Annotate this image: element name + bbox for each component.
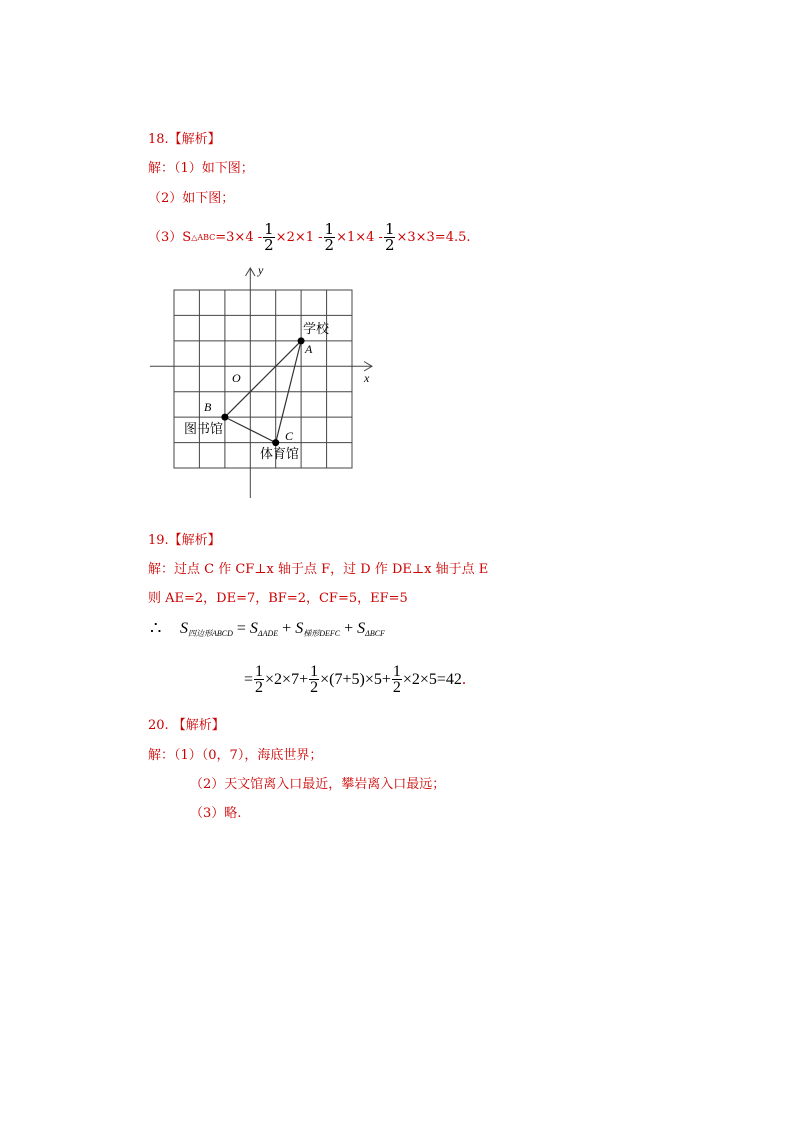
y-axis-label: y xyxy=(258,263,264,277)
q20-line1: 解：（1）（0，7），海底世界； xyxy=(148,748,323,763)
q19-title: 19.【解析】 xyxy=(148,533,221,548)
library-label: 图书馆 xyxy=(184,421,224,436)
q19-line1: 解：过点 C 作 CF⊥x 轴于点 F，过 D 作 DE⊥x 轴于点 E xyxy=(148,562,489,577)
half-fraction: $\frac{1}{2}$ xyxy=(384,220,395,254)
q18-line2: （2）如下图； xyxy=(148,191,235,206)
point-c-label: C xyxy=(285,429,294,443)
half-fraction: $\frac{1}{2}$ xyxy=(264,220,274,254)
point-b-label: B xyxy=(204,400,212,414)
q20-title: 20. 【解析】 xyxy=(148,718,225,733)
point-a-label: A xyxy=(305,342,313,356)
gym-label: 体育馆 xyxy=(260,446,300,461)
area-equation-row1: S四边形ABCD = SΔADE + S梯形DEFC + SΔBCF xyxy=(180,620,385,638)
q18-l3-pre: （3）S xyxy=(148,229,192,245)
q18-title: 18.【解析】 xyxy=(148,132,221,147)
half-fraction: $\frac{1}{2}$ xyxy=(324,220,335,254)
x-axis-label: x xyxy=(364,371,370,385)
therefore-symbol: ∴ xyxy=(150,618,162,638)
q20-line3: （3）略. xyxy=(190,806,242,821)
q18-l3-a: =3×4 - xyxy=(215,229,263,245)
half-fraction: $\frac{1}{2}$ xyxy=(255,663,264,696)
q18-l3-sub: △ABC xyxy=(191,232,216,242)
point-b-dot xyxy=(221,414,228,421)
point-a-dot xyxy=(298,337,305,344)
q18-l3-c: ×1×4 - xyxy=(336,229,383,245)
area-equation-row2: = $\frac{1}{2}$ ×2×7+ $\frac{1}{2}$ ×(7+5)×5+ $\frac{1}{2}$ ×2×5=42 . xyxy=(244,663,466,696)
q18-l3-b: ×2×1 - xyxy=(275,229,323,245)
origin-label: O xyxy=(232,371,241,385)
q18-l3-d: ×3×3=4.5. xyxy=(396,229,471,245)
q18-line1: 解：（1）如下图； xyxy=(148,161,254,176)
axes xyxy=(150,268,372,498)
coordinate-grid-figure xyxy=(145,258,385,503)
half-fraction: $\frac{1}{2}$ xyxy=(310,663,319,696)
half-fraction: $\frac{1}{2}$ xyxy=(392,663,401,696)
school-label: 学校 xyxy=(303,321,330,336)
q19-line2: 则 AE=2，DE=7，BF=2，CF=5，EF=5 xyxy=(148,591,408,606)
q20-line2: （2）天文馆离入口最近，攀岩离入口最远； xyxy=(190,777,446,792)
q18-line3 xyxy=(148,222,471,253)
